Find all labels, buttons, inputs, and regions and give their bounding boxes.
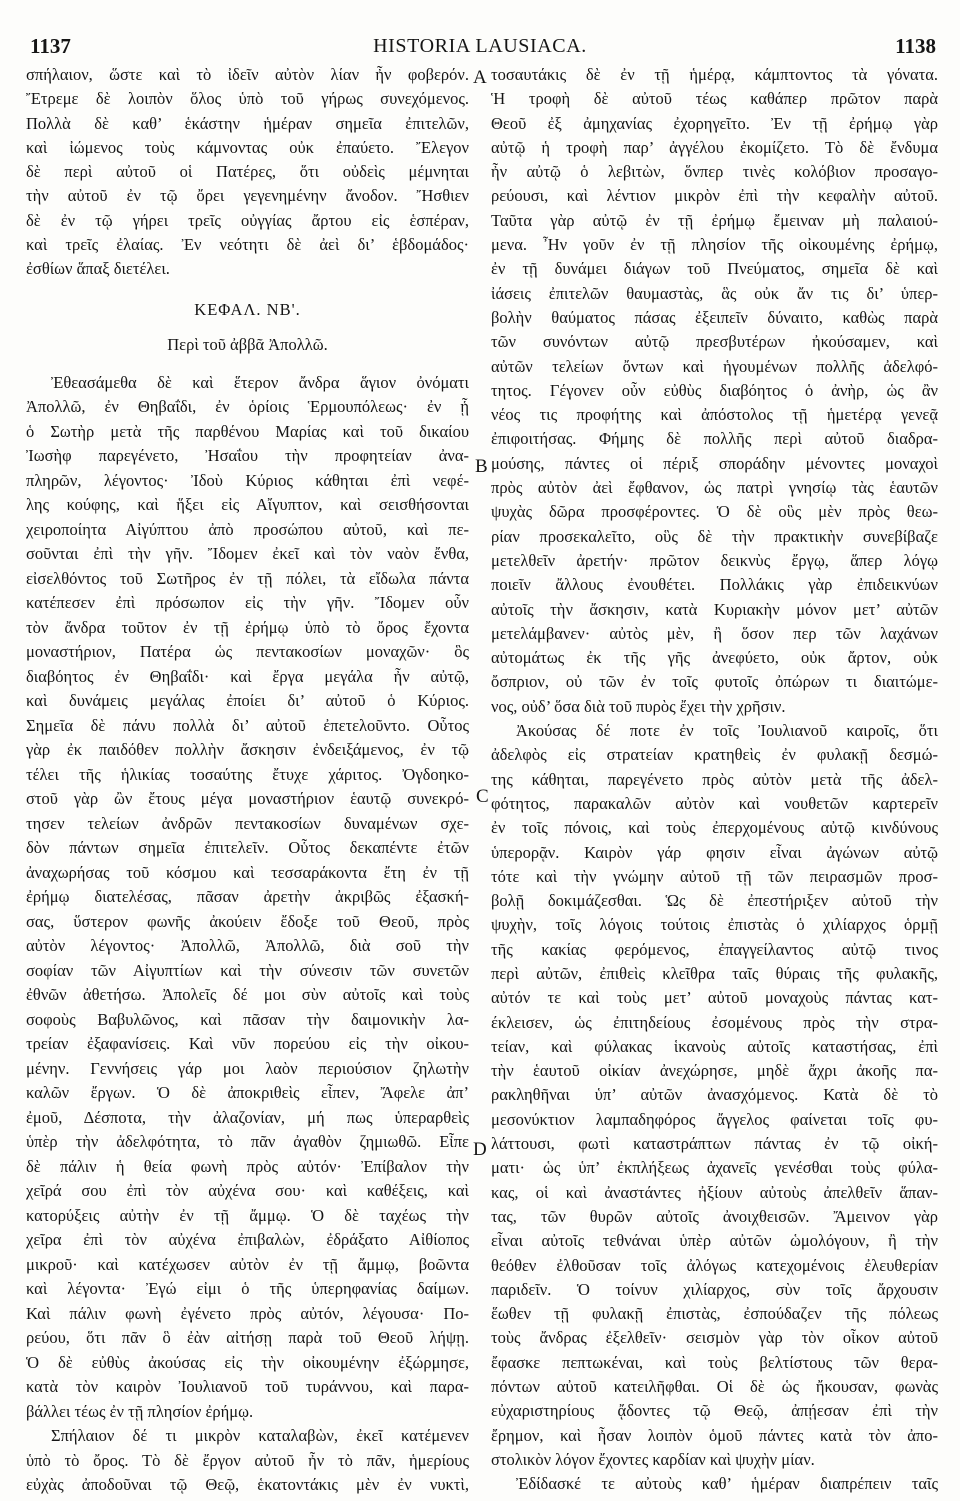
text-line: τησεν τελείων ἀνδρῶν πεντακοσίων δυναμένων σχε- [26,813,469,833]
column-number-right: 1138 [895,34,936,58]
text-line: κατέπεσεν ἐπὶ πρόσωπον εἰς τὴν γῆν. Ἴδομεν οὖν [26,593,469,613]
text-line: βολὴν θαύματος πάσας ἐξειπεῖν δύναιτο, καθὼς παρὰ [491,307,938,327]
text-line: καὶ δυνάμεις μεγάλας ἐποίει δι’ αὐτοῦ ὁ Κύριος. [26,691,469,711]
text-line: αὐτὸν λέγοντος· Ἀπολλῶ, Ἀπολλῶ, διὰ σοῦ τὴν [26,936,469,956]
text-line: τητος. Γέγονεν οὖν εὐθὺς διαβόητος ὁ ἀνὴρ, ὡς ἂν [491,380,938,400]
text-line: μετελάμβανεν· αὐτὸς μὲν, ἢ ὅσον περ τῶν λαχάνων [491,623,938,643]
text-line: σας, ὕστερον φωνῆς ἀκούειν ἔδοξε τοῦ Θεοῦ, πρὸς [26,911,469,931]
text-line: ἐν τῇ δυνάμει διάγων τοῦ Πνεύματος, σημεῖα δὲ καὶ [491,259,938,279]
text-line: γὰρ ἐκ παιδόθεν πολλὴν ἄσκησιν ἐνδειξάμενος, ἐν τῷ [26,740,469,760]
text-line: ἕωθεν τῇ φυλακῇ ἐπιστὰς, ἐσπούδαζεν τῆς πόλεως [491,1304,938,1324]
text-line: ὑπὲρ τὴν ἀδελφότητα, τὸ πᾶν ἀγαθὸν ζημιωθῶ. Εἶπε [26,1132,469,1152]
text-line: εἶναι αὐτοῖς τεθνάναι ὑπὲρ αὐτῶν ὡμολόγουν, ἢ τὴν [491,1231,938,1251]
paragraph [491,719,938,1472]
text-line: δὸν πάντων σημεῖα ἐπιτελεῖν. Οὗτος δεκαπέντε ἐτῶν [26,838,469,858]
text-line: χεῖρά σου ἐπὶ τὸν αὐχένα σου· καὶ καθέξεις, καὶ [26,1181,469,1201]
text-line: Ταῦτα γὰρ αὐτῷ ἐν τῇ ἐρήμῳ ἔμειναν μὴ παλαιού- [491,210,938,230]
text-line: εὐχὰς ἀποδοῦναι τῷ Θεῷ, ἑκατοντάκις μὲν ἐν νυκτὶ, [26,1475,469,1495]
text-line: κας, οἱ καὶ ἀναστάντες ἠξίουν αὐτοὺς ἀπελθεῖν ἅπαν- [491,1182,938,1202]
text-line: τας, τῶν θυρῶν αὐτοῖς ἀνοιχθεισῶν. Ἄμεινον γὰρ [491,1206,938,1226]
text-line: ποιεῖν ἄλλους ἐνουθέτει. Πολλάκις γὰρ ἐπιδεικνύων [491,575,938,595]
text-line: ματι· ὡς ὑπ’ ἐκπλήξεως ἀχανεῖς γενέσθαι τοὺς φύλα- [491,1158,938,1178]
text-line: ὑπερορᾷν. Καιρὸν γάρ φησιν εἶναι ἀγώνων αὐτῷ [491,842,938,862]
text-line: ρεύουσι, καὶ λέντιον μικρὸν ἐπὶ τὴν κεφαλὴν αὐτοῦ. [491,186,938,206]
text-line: ὑπὸ τὸ ὄρος. Τὸ δὲ ἔργον αὐτοῦ ἦν τὸ πᾶν, ἡμερίους [26,1450,469,1470]
text-line: αὐτόν τε καὶ τοὺς μετ’ αὐτοῦ μοναχοὺς πάντας κατ- [491,988,938,1008]
text-line: ἐρήμῳ διατελέσας, πᾶσαν ἀρετὴν ἀκριβῶς ἐξασκή- [26,887,469,907]
text-line: Θεοῦ ἐξ ἀμηχανίας ἐχορηγεῖτο. Ἐν τῇ ἐρήμῳ γὰρ [491,113,938,133]
text-line: έκλεισεν, ὡς ἐπιτηδείους ἐσομένους πρὸς τὴν στρα- [491,1012,938,1032]
text-line: καὶ λέγοντα· Ἐγώ εἰμι ὁ τῆς ὑπερηφανίας δαίμων. [26,1279,469,1299]
text-line: μεσονύκτιον λαμπαδηφόρος ἄγγελος φαίνεται τοῖς φυ- [491,1109,938,1129]
text-line: Ἰωσὴφ παρεγένετο, Ἠσαΐου τὴν προφητείαν ἀνα- [26,446,469,466]
text-line: μετελθεῖν ἀρετήν· πρῶτον δεικνὺς ἔργῳ, ἅπερ λόγῳ [491,550,938,570]
text-line: ρεύου, ὅτι πᾶν ὃ ἐὰν αἰτήσῃ παρὰ τοῦ Θεοῦ λήψῃ. [26,1328,469,1348]
text-line: ἐμοῦ, Δέσποτα, τὴν ἀλαζονίαν, μή πως ὑπεραρθεὶς [26,1107,469,1127]
left-column [26,63,469,1498]
text-line: πληρῶν, λέγοντος· Ἰδοὺ Κύριος κάθηται ἐπὶ νεφέ- [26,470,469,490]
text-line: διαβόητος ἐν Θηβαΐδι· καὶ ἔργα μεγάλα ἦν αὐτῷ, [26,666,469,686]
text-line: μούσης, πάντες οἱ πέριξ σποράδην μένοντες μοναχοὶ [491,453,938,473]
text-line: ἀναχωρήσας τοῦ κόσμου καὶ τεσσαράκοντα ἔτη ἐν τῇ [26,862,469,882]
text-line: ἐν τοῖς πόνοις, καὶ τοὺς ἐπερχομένους αὐτῷ κινδύνους [491,818,938,838]
text-line: σπήλαιον, ὥστε καὶ τὸ ἰδεῖν αὐτὸν λίαν ἦν φοβερόν. [26,65,469,84]
text-line: μικροῦ· καὶ κατέχωσεν αὐτὸν ἐν τῇ ἄμμῳ, βοῶντα [26,1254,469,1274]
text-line: τὴν αὐτοῦ ἐν τῷ ὄρει γεγενημένην ἄνοδον. Ἤσθιεν [26,186,469,206]
text-line: νέος τις προφήτης καὶ ἀπόστολος τῇ ἡμετέρᾳ γενεᾷ [491,405,938,425]
text-line: τὴν ἑαυτοῦ οἰκίαν ἀνεχώρησε, μηδὲ ἄχρι ἀκοῆς πα- [491,1061,938,1081]
text-line: βάλλει τέως ἐν τῇ πλησίον ἐρήμῳ. [26,1401,254,1421]
text-line: ἐθνῶν ἀθετήσω. Ἀπολεῖς δέ μοι σὺν αὐτοῖς καὶ τοὺς [26,985,469,1005]
paragraph [491,63,938,719]
text-line: τῆς κακίας φερόμενος, ἐπαγγείλαντος αὐτῷ τινος [491,939,938,959]
paragraph [26,371,469,1425]
text-line: σοῦνται ἐπὶ τὴν γῆν. Ἴδομεν ἐκεῖ καὶ τὸν ναὸν ἔνθα, [26,544,469,564]
text-line: τὸν ἄνδρα τοῦτον ἐν τῇ ἐρήμῳ ὑπὸ τὸ ὄρος ἔχοντα [26,617,469,637]
text-line: Καὶ πάλιν φωνὴ ἐγένετο πρὸς αὐτόν, λέγουσα· Πο- [26,1303,469,1323]
text-line: ἦν αὐτῷ ὁ λεβιτὼν, ὅνπερ τινὲς κολόβιον προσαγο- [491,162,938,182]
text-line: Σημεῖα δὲ πάνυ πολλὰ δι’ αὐτοῦ ἐπετελοῦντο. Οὗτος [26,715,469,735]
text-line: Ἀπολλῶ, ἐν Θηβαΐδι, ἐν ὁρίοις Ἑρμουπόλεως· ἐν ᾗ [26,397,469,417]
text-line: βολῇ δοκιμάζεσθαι. Ὡς δὲ ἐπεστήριξεν αὐτοῦ τὴν [491,891,938,911]
margin-letter: B [475,456,488,477]
text-line: χειροποίητα Αἰγύπτου ἀπὸ προσώπου αὐτοῦ, καὶ πε- [26,519,469,539]
text-line: φότητος, παρακαλῶν αὐτὸν καὶ νουθετῶν καρτερεῖν [491,793,938,813]
text-line: δὲ ἐν τῷ γήρει τρεῖς οὐγγίας ἄρτου εἰς ἑσπέραν, [26,210,469,230]
text-line: Ἔτρεμε δὲ λοιπὸν ὅλος ὑπὸ τοῦ γήρως συνεχόμενος. [26,89,469,109]
text-line: μένην. Γεννήσεις γάρ μοι λαὸν περιούσιον ζηλωτὴν [26,1058,469,1078]
text-line: τέλει τῆς ἡλικίας τοσαύτης ἔτυχε χάριτος. Ὀγδοηκο- [26,764,469,784]
margin-letter: C [476,786,489,807]
running-title: HISTORIA LAUSIACA. [373,35,587,57]
text-line: Ὁ δὲ εὐθὺς ἀκούσας εἰς τὴν οἰκουμένην ἐξώρμησε, [26,1352,469,1372]
text-line: Ἐδίδασκέ τε αὐτοὺς καθ’ ἡμέραν διαπρέπειν ταῖς [516,1474,938,1494]
text-line: ψυχὰς δῶρα προσφέροντες. Ὁ δὲ οὓς μὲν πρὸς θεω- [491,502,938,522]
text-line: σοφίαν τῶν Αἰγυπτίων καὶ τὴν σύνεσιν τῶν συνετῶν [26,960,469,980]
text-line: πρὸς αὐτὸν ἀεὶ ἔφθανον, ὡς πατρὶ γνησίῳ τὰς ἑαυτῶν [491,478,938,498]
margin-letter: A [473,67,487,88]
chapter-heading: ΚΕΦΑΛ. ΝΒ'. [194,299,301,319]
text-line: παριδεῖν. Ὁ τοίνυν χιλίαρχος, σὺν τοῖς ἄρχουσιν [491,1279,938,1299]
text-line: ἰάσεις ἐπιτελῶν θαυμαστὰς, ἃς οὐκ ἄν τις δι’ ὑπερ- [491,283,938,303]
text-line: Ἀκούσας δέ ποτε ἐν τοῖς Ἰουλιανοῦ καιροῖς, ὅτι [516,721,938,741]
column-body [491,63,938,1497]
text-line: λάττουσι, φωτὶ καταστράπτων πάντας ἐν τῷ οἰκή- [491,1134,938,1154]
text-line: αὐτῶν τελείων ὄντων καὶ ἡγουμένων πολλῆς ἀδελφό- [491,356,938,376]
text-line: τῶν συνόντων αὐτῷ πρεσβυτέρων ἠκούσαμεν, καὶ [491,332,938,352]
text-line: τοὺς ἄνδρας ἐξελθεῖν· σεισμὸν γὰρ τὸν οἶκον αὐτοῦ [491,1328,938,1348]
text-line: νος, οὐδ’ ὅσα διὰ τοῦ πυρὸς ἔχει τὴν χρῆσιν. [491,696,786,716]
text-line: εὐχαριστηρίους ᾄδοντες τῷ Θεῷ, ἀπῄεσαν ἐπὶ τὴν [491,1401,938,1421]
text-line: πόντων αὐτοῦ κατειλῆφθαι. Οἱ δὲ ὡς ἤκουσαν, φωνὰς [491,1377,938,1397]
text-line: τότε καὶ τὴν γνώμην αὐτοῦ τῇ τῶν πειρασμῶν προσ- [491,866,938,886]
text-line: ἔφασκε πεπτωκέναι, καὶ τοὺς βελτίστους τῶν θερα- [491,1352,938,1372]
text-line: Ἐθεασάμεθα δὲ καὶ ἕτερον ἄνδρα ἅγιον ὀνόματι [51,372,469,392]
text-line: τοσαυτάκις δὲ ἐν τῇ ἡμέρᾳ, κάμπτοντος τὰ γόνατα. [491,65,938,84]
text-line: καὶ ἰώμενος τοὺς κάμνοντας οὐκ ἐπαύετο. Ἔλεγον [26,137,469,157]
text-line: τρείαν ἐξαφανίσεις. Καὶ νῦν πορεύου εἰς τὴν οἰκου- [26,1034,469,1054]
text-line: ἐπιφοιτήσας. Φήμης δὲ πολλῆς περὶ αὐτοῦ διαδρα- [491,429,938,449]
text-line: εἰσελθόντος τοῦ Σωτῆρος ἐν τῇ πόλει, τὰ εἴδωλα πάντα [26,568,469,588]
column-body [26,371,469,1498]
text-line: δὲ πάλιν ἡ θεία φωνὴ πρὸς αὐτόν· Ἐπίβαλον τὴν [26,1156,469,1176]
text-line: κατορύξεις αὐτὴν ἐν τῇ ἄμμῳ. Ὁ δὲ ταχέως τὴν [26,1205,469,1225]
text-line: ἔρημον, καὶ ἦσαν λοιπὸν ὁμοῦ πάντες κατὰ τὸν ἀπο- [491,1425,938,1445]
text-line: αὐτοῖς τὴν ἄσκησιν, κατὰ Κυριακὴν μόνον μετ’ αὐτῶν [491,599,938,619]
text-line: καλῶν ἔργων. Ὁ δὲ ἀποκριθεὶς εἶπεν, Ἄφελε ἀπ’ [26,1083,469,1103]
text-line: ρίαν προσεκαλεῖτο, οὓς δὲ τὴν πρακτικὴν συνεβίβαζε [491,526,938,546]
chapter-title: Περὶ τοῦ ἀββᾶ Ἀπολλῶ. [167,334,328,354]
text-line: αὐτῷ ἡ τροφὴ παρ’ ἀγγέλου ἐκομίζετο. Τὸ δὲ ἔνδυμα [491,137,938,157]
text-line: ὁ Σωτὴρ μετὰ τῆς παρθένου Μαρίας καὶ τοῦ δικαίου [26,421,469,441]
text-line: δὲ περὶ αὐτοῦ οἱ Πατέρες, ὅτι οὐδεὶς μέμνηται [26,162,469,182]
text-line: ἀδελφὸς εἰς στρατείαν κρατηθεὶς ἐν φυλακῇ δεσμώ- [491,745,938,765]
text-line: ὄσπριον, οὐ τῶν ἐν τοῖς φυτοῖς ὀπώρων τι διαιτώμε- [491,672,938,692]
text-line: καὶ τρεῖς ἐλαίας. Ἐν νεότητι δὲ ἀεὶ δι’ ἑβδομάδος· [26,235,469,255]
text-line: κατὰ τὸν καιρὸν Ἰουλιανοῦ τοῦ τυράννου, καὶ παρα- [26,1377,469,1397]
text-line: στοῦ γὰρ ὢν ἔτους μέγα μοναστήριον ἑαυτῷ συνεκρό- [26,789,469,809]
text-line: Ἡ τροφὴ δὲ αὐτοῦ τέως καθάπερ πρῶτον παρὰ [491,89,938,109]
text-line: περὶ αὐτῶν, ἐπιθεὶς κλεῖθρα ταῖς θύραις τῆς φυλακῆς, [491,963,938,983]
text-line: Πολλὰ δὲ καθ’ ἑκάστην ἡμέραν σημεῖα ἐπιτελῶν, [26,113,469,133]
text-line: χεῖρα ἐπὶ τὸν αὐχένα ἐπιβαλὼν, ἐδράξατο Αἰθίοπος [26,1230,469,1250]
text-line: ψυχὴν, τοῖς λόγοις τούτοις ἐπιστὰς ὁ χιλίαρχος ὁρμῇ [491,915,938,935]
text-line: μενα. Ἦν γοῦν ἐν τῇ πλησίον τῆς οἰκουμένης ἐρήμῳ, [491,235,938,255]
paragraph [26,63,469,282]
text-line: αὐτομάτως ἐκ τῆς γῆς ἀνεφύετο, οὐκ ἄρτον, οὐκ [491,648,938,668]
text-line: της κάθηται, παρεγένετο πρὸς αὐτὸν μετὰ τῆς ἀδελ- [491,769,938,789]
text-line: ρακληθῆναι ὑπ’ αὐτῶν ἀνασχόμενος. Κατὰ δὲ τὸ [491,1085,938,1105]
right-column [491,63,938,1497]
text-line: Σπήλαιον δέ τι μικρὸν καταλαβὼν, ἐκεῖ κατέμενεν [51,1426,469,1446]
text-line: μοναστήριον, Πατέρα ὡς πεντακοσίων μοναχῶν· ὃς [26,642,469,662]
text-line: ἐσθίων ἅπαξ διετέλει. [26,259,170,279]
text-line: στολικὸν λόγον ἔχοντες καρδίαν καὶ ψυχὴν μίαν. [491,1449,815,1469]
text-line: λης κούφης, καὶ ἥξει εἰς Αἴγυπτον, καὶ σεισθήσονται [26,495,469,515]
margin-letter: D [473,1139,487,1160]
text-line: θεόθεν ἐλθοῦσαν τοῖς ἀλόγως κατεχομένοις ἐλευθερίαν [491,1255,938,1275]
paragraph [491,1472,938,1496]
page-header [0,32,960,60]
text-line: σοφοὺς Βαβυλῶνος, καὶ πᾶσαν τὴν δαιμονικὴν λα- [26,1009,469,1029]
text-line: τείαν, καὶ φύλακας ἱκανοὺς αὐτοῖς καταστήσας, ἐπὶ [491,1036,938,1056]
paragraph [26,1424,469,1498]
column-number-left: 1137 [30,34,71,58]
